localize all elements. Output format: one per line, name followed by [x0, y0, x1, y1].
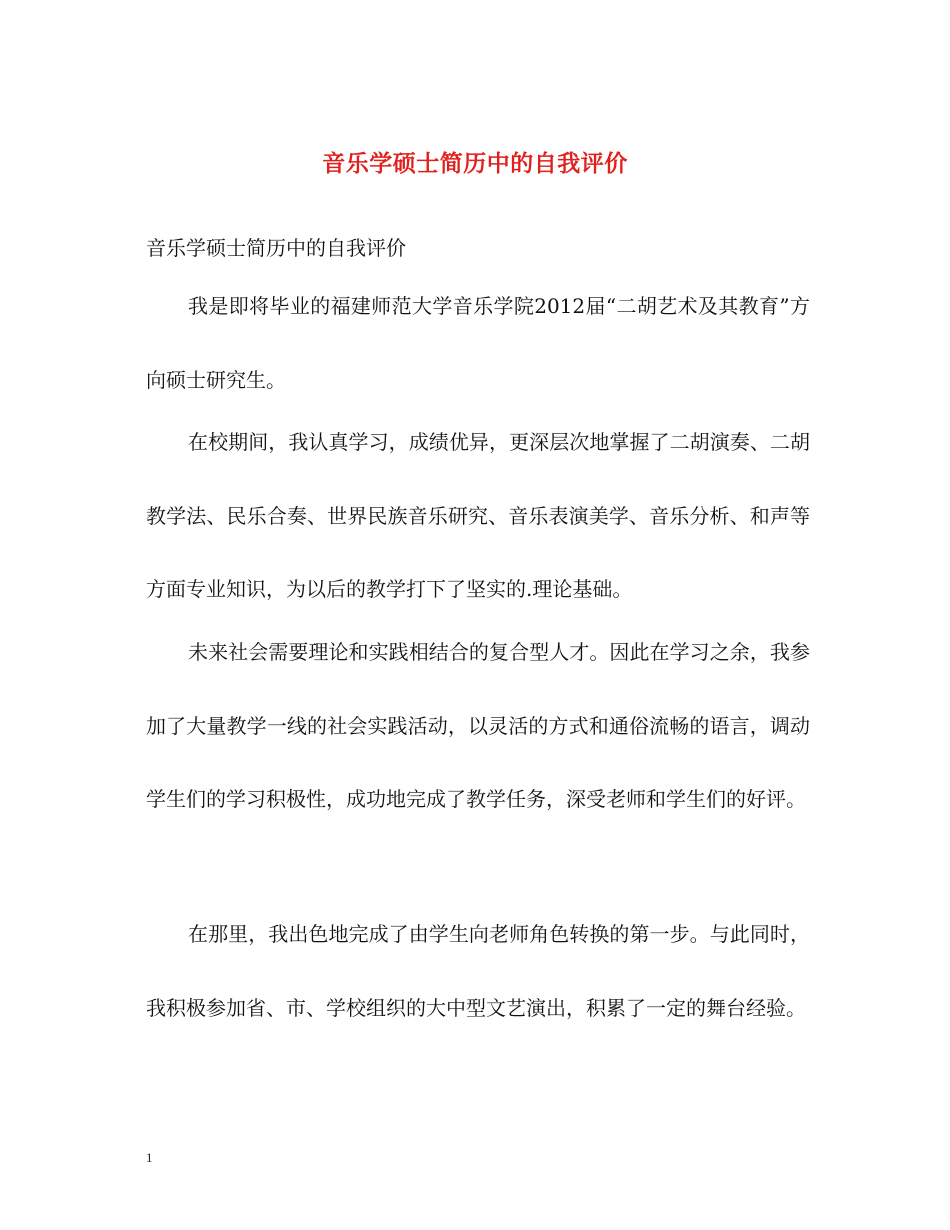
- page-title: 音乐学硕士简历中的自我评价: [322, 150, 628, 177]
- paragraph-performance: 在那里，我出色地完成了由学生向老师角色转换的第一步。与此同时，我积极参加省、市、学校组织的大中型文艺演出，积累了一定的舞台经验。: [146, 922, 810, 1020]
- paragraph-study: 在校期间，我认真学习，成绩优异，更深层次地掌握了二胡演奏、二胡教学法、民乐合奏、世界民族音乐研究、音乐表演美学、音乐分析、和声等方面专业知识，为以后的教学打下了坚实的.理论基础。: [146, 430, 810, 601]
- paragraph-practice: 未来社会需要理论和实践相结合的复合型人才。因此在学习之余，我参加了大量教学一线的社会实践活动，以灵活的方式和通俗流畅的语言，调动学生们的学习积极性，成功地完成了教学任务，深受老师和学生们的好评。: [146, 640, 810, 811]
- document-subtitle: 音乐学硕士简历中的自我评价: [146, 236, 406, 260]
- paragraph-intro: 我是即将毕业的福建师范大学音乐学院2012届“二胡艺术及其教育”方向硕士研究生。: [146, 294, 810, 392]
- page-number: 1: [146, 1150, 153, 1165]
